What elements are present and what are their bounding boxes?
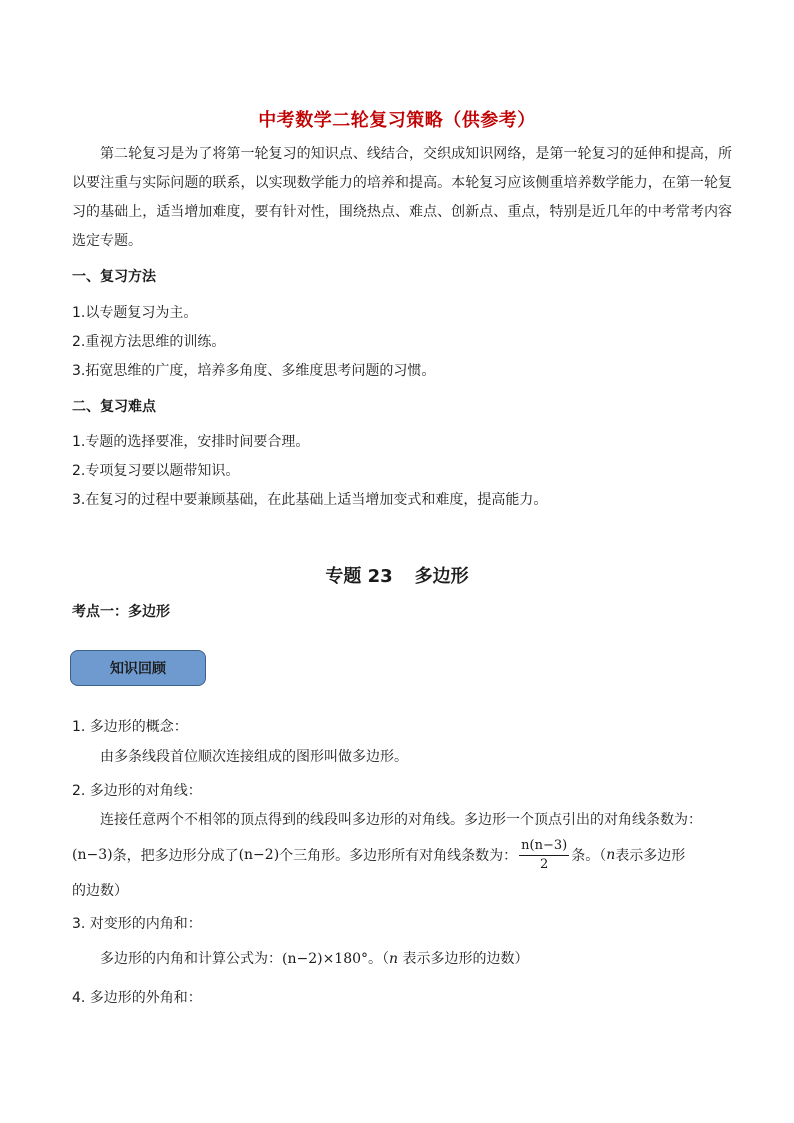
interior-var-n: n [389,951,399,967]
section-heading-difficulties: 二、复习难点 [72,399,156,415]
intro-paragraph: 第二轮复习是为了将第一轮复习的知识点、线结合，交织成知识网络，是第一轮复习的延伸和提高，所以要注重与实际问题的联系，以实现数学能力的培养和提高。本轮复习应该侧重培养数学能力，在第一轮复习的基础上，适当增加难度，要有针对性，围绕热点、难点、创新点、重点，特别是近几年的中考常考内容选定专题。 [72,146,732,249]
knowledge-review-badge: 知识回顾 [70,650,206,686]
diagonal-text-4: 表示多边形 [615,848,686,864]
interior-text-2: 。（ [368,951,390,967]
interior-text-3: 表示多边形的边数） [398,951,529,967]
diagonal-text-1: 条，把多边形分成了 [112,848,239,864]
concept-heading: 1. 多边形的概念： [72,719,188,735]
exterior-angle-heading: 4. 多边形的外角和： [72,990,202,1006]
diagonal-count-fraction [519,837,569,874]
fraction-numerator: n(n−3) [519,837,569,856]
exam-point-heading: 考点一：多边形 [72,604,170,620]
method-item-3: 3.拓宽思维的广度，培养多角度、多维度思考问题的习惯。 [72,363,436,379]
difficulty-item-2: 2.专项复习要以题带知识。 [72,463,240,479]
document-title: 中考数学二轮复习策略（供参考） [258,110,536,131]
topic-label: 专题 23 [325,566,393,587]
diagonal-line-1: 连接任意两个不相邻的顶点得到的线段叫多边形的对角线。多边形一个顶点引出的对角线条数为： [100,812,702,828]
topic-title [72,562,722,588]
difficulty-item-1: 1.专题的选择要准，安排时间要合理。 [72,434,310,450]
diagonal-line-2 [72,836,685,874]
diagonal-line-3: 的边数） [72,883,128,899]
interior-angle-formula [72,948,529,968]
diagonal-heading: 2. 多边形的对角线： [72,783,202,799]
difficulty-item-3: 3.在复习的过程中要兼顾基础，在此基础上适当增加变式和难度，提高能力。 [72,492,548,508]
interior-angle-heading: 3. 对变形的内角和： [72,916,202,932]
concept-body: 由多条线段首位顺次连接组成的图形叫做多边形。 [100,749,408,765]
topic-name: 多边形 [414,566,469,587]
interior-expr: (n−2)×180° [282,951,369,967]
method-item-1: 1.以专题复习为主。 [72,305,198,321]
fraction-denominator: 2 [540,856,549,872]
diagonal-text-3: 条。（ [571,848,607,864]
diagonal-var-n: n [606,847,616,863]
diagonal-expr-1: (n−3) [72,847,113,863]
method-item-2: 2.重视方法思维的训练。 [72,334,226,350]
diagonal-expr-2: (n−2) [238,847,280,863]
diagonal-text-2: 个三角形。多边形所有对角线条数为： [279,848,518,864]
interior-text-1: 多边形的内角和计算公式为： [100,951,282,967]
section-heading-methods: 一、复习方法 [72,269,156,285]
